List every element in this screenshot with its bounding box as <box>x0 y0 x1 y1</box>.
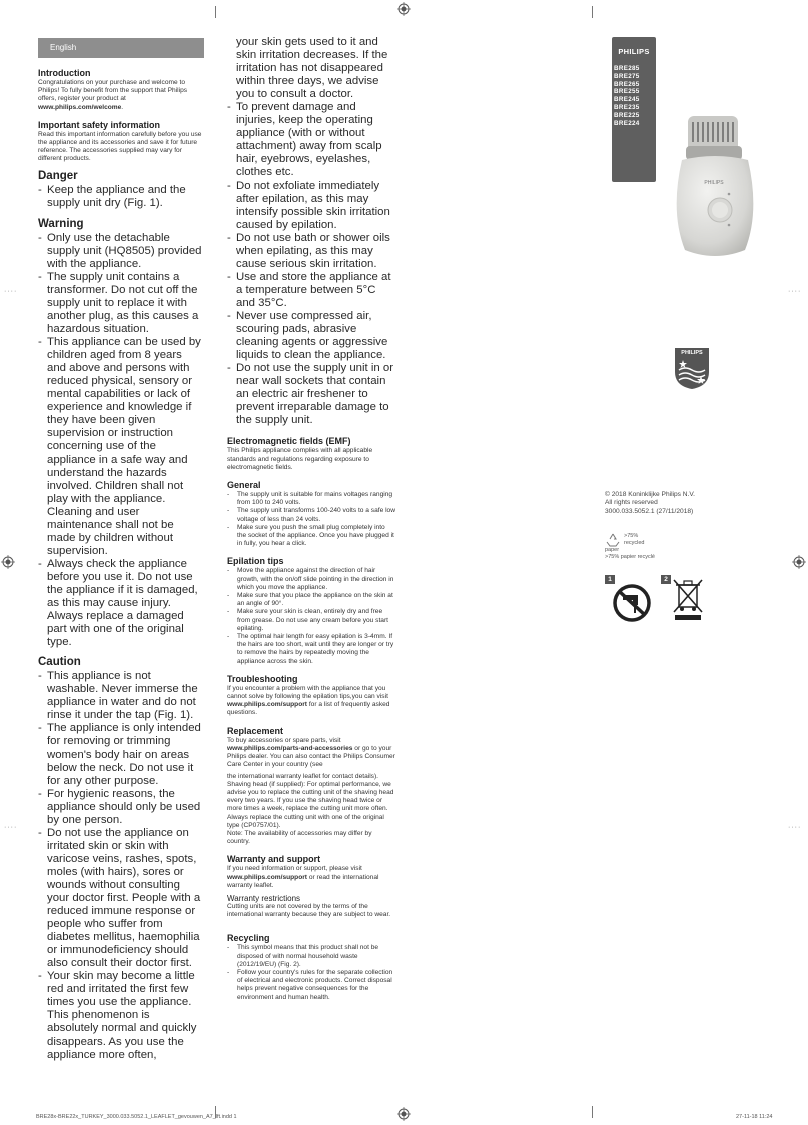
crop-mark <box>592 1106 593 1118</box>
emf-heading: Electromagnetic fields (EMF) <box>227 436 351 447</box>
footer-filename: BRE28x-BRE22x_TURKEY_3000.033.5052.1_LEAFLET_gevouwen_A7_lft.indd 1 <box>36 1114 237 1120</box>
warranty-subheading: Warranty restrictions <box>227 893 301 903</box>
no-water-icon <box>611 583 653 623</box>
fold-mark: ···· <box>4 824 18 831</box>
warranty-subtext: Cutting units are not covered by the terms of the international warranty because they are subject to wear. <box>227 902 391 919</box>
danger-item: - Keep the appliance and the supply unit dry (Fig. 1). <box>38 184 204 210</box>
copyright-line: 3000.033.5052.1 (27/11/2018) <box>605 507 694 515</box>
shield-brand-text: PHILIPS <box>681 350 703 356</box>
caution-item: - The appliance is only intended for removing or trimming women's body hair on areas below the neck. Do not use it for any other purpose. <box>38 722 204 787</box>
tips-item: - Move the appliance against the direction of hair growth, with the on/off slide pointing in the direction in which you move the appliance. <box>227 567 395 592</box>
general-item: - Make sure you push the small plug completely into the socket of the appliance. Once you have plugged it in fully, you hear a click. <box>227 524 395 549</box>
registration-mark-icon <box>397 2 411 16</box>
weee-bin-icon <box>672 578 704 622</box>
warning-heading: Warning <box>38 217 84 230</box>
fold-mark: ···· <box>788 288 802 295</box>
model-label: BRE235 <box>614 103 640 111</box>
recycled-paper-block <box>605 533 657 561</box>
general-item: - The supply unit transforms 100-240 volts to a safe low voltage of less than 24 volts. <box>227 507 395 523</box>
recycling-item: - Follow your country's rules for the separate collection of electrical and electronic products. Correct disposal helps prevent negative consequences for the environment and human health. <box>227 969 395 1002</box>
recycled-text: >75% papier recyclé <box>605 554 655 560</box>
recycled-text: >75% recycled paper <box>605 533 645 553</box>
intro-link[interactable]: www.philips.com/welcome <box>38 103 122 111</box>
intro-text: Congratulations on your purchase and welcome to Philips! To fully benefit from the support that Philips offers, register your product at www.philips.com/welcome. <box>38 79 188 111</box>
warning-item: - The supply unit contains a transformer. Do not cut off the supply unit to replace it with another plug, as this causes a hazardous situation. <box>38 271 204 336</box>
tips-item: - Make sure your skin is clean, entirely dry and free from grease. Do not use any cream before you start epilating. <box>227 608 395 633</box>
intro-heading: Introduction <box>38 68 91 78</box>
replacement-text: To buy accessories or spare parts, visit www.philips.com/parts-and-accessories or go to your Philips dealer. You can also contact the Philips Consumer Care Center in your country (see <box>227 736 395 769</box>
caution-item: - Do not exfoliate immediately after epilation, as this may intensify possible skin irritation caused by epilation. <box>227 180 395 232</box>
safety-heading: Important safety information <box>38 119 161 130</box>
general-heading: General <box>227 480 261 491</box>
danger-heading: Danger <box>38 169 78 182</box>
tips-item: - The optimal hair length for easy epilation is 3-4mm. If the hairs are too short, wait until they are longer or try to remove the hairs by repeatedly moving the appliance across the skin. <box>227 633 395 666</box>
continued-text: your skin gets used to it and skin irritation decreases. If the irritation has not disappeared within three days, we advise you to consult a doctor. <box>236 36 388 101</box>
emf-text: This Philips appliance complies with all applicable standards and regulations regarding exposure to electromagnetic fields. <box>227 447 373 471</box>
figure-number: 1 <box>605 575 615 584</box>
tips-item: - Make sure that you place the appliance on the skin at an angle of 90°. <box>227 592 395 608</box>
recycle-icon <box>605 533 621 547</box>
model-label: BRE245 <box>614 96 640 104</box>
safety-text: Read this important information carefully before you use the appliance and its accessories and save it for future reference. The accessories supplied may vary for different products. <box>38 130 202 163</box>
caution-item: - For hygienic reasons, the appliance should only be used by one person. <box>38 788 204 827</box>
warranty-link[interactable]: www.philips.com/support <box>227 873 307 881</box>
model-label: BRE255 <box>614 88 640 96</box>
column-middle <box>227 36 395 1002</box>
language-label: English <box>38 38 204 58</box>
column-left <box>38 38 204 1062</box>
registration-mark-icon <box>1 555 15 569</box>
warning-item: - Only use the detachable supply unit (HQ8505) provided with the appliance. <box>38 232 204 271</box>
copyright-line: © 2018 Koninklijke Philips N.V. <box>605 491 696 498</box>
model-label: BRE285 <box>614 65 640 72</box>
general-item: - The supply unit is suitable for mains voltages ranging from 100 to 240 volts. <box>227 491 395 507</box>
caution-item: - This appliance is not washable. Never immerse the appliance in water and do not rinse it under the tap (Fig. 1). <box>38 670 204 722</box>
model-label: BRE225 <box>614 111 640 119</box>
model-label: BRE275 <box>614 72 640 80</box>
recycling-heading: Recycling <box>227 933 270 944</box>
caution-item: - Do not use bath or shower oils when epilating, as this may cause serious skin irritation. <box>227 232 395 271</box>
philips-shield-logo <box>673 346 711 390</box>
crop-mark <box>592 6 593 18</box>
caution-item: - Your skin may become a little red and irritated the first few times you use the appliance. This phenomenon is absolutely normal and quickly disappears. As you use the appliance more often, <box>38 970 204 1061</box>
copyright-line: All rights reserved <box>605 499 658 507</box>
model-label: BRE224 <box>614 119 640 127</box>
tips-heading: Epilation tips <box>227 556 284 567</box>
figure-number: 2 <box>661 575 671 584</box>
caution-item: - Do not use the supply unit in or near wall sockets that contain an electric air freshener to prevent irreparable damage to the supply unit. <box>227 362 395 427</box>
warranty-text: If you need information or support, please visit www.philips.com/support or read the international warranty leaflet. <box>227 865 379 889</box>
replacement-text: Shaving head (if supplied): For optimal performance, we advise you to replace the cutting unit of the shaving head every two years. If you use the shaving head twice or more times a week, replace the cutting unit more often. Always replace the cutting unit with one of the original type (CP0757/01). <box>227 780 394 829</box>
caution-heading: Caution <box>38 656 81 669</box>
fold-mark: ···· <box>4 288 18 295</box>
brand-panel-content <box>612 47 656 127</box>
model-label: BRE265 <box>614 80 640 88</box>
recycling-item: - This symbol means that this product shall not be disposed of with normal household waste (2012/19/EU) (Fig. 2). <box>227 944 395 969</box>
caution-item: - Do not use the appliance on irritated skin or skin with varicose veins, rashes, spots, moles (with hairs), sores or wounds without consulting your doctor first. People with a reduced immune response or people who suffer from diabetes mellitus, haemophilia or immunodeficiency should also consult their doctor first. <box>38 827 204 971</box>
epilator-image <box>660 112 770 262</box>
model-list <box>612 65 656 127</box>
crop-mark <box>215 6 216 18</box>
caution-item: - Never use compressed air, scouring pads, abrasive cleaning agents or aggressive liquids to clean the appliance. <box>227 310 395 362</box>
trouble-link[interactable]: www.philips.com/support <box>227 701 307 709</box>
warranty-heading: Warranty and support <box>227 854 321 865</box>
replacement-note: Note: The availability of accessories may differ by country. <box>227 829 372 846</box>
caution-item: - Use and store the appliance at a temperature between 5°C and 35°C. <box>227 271 395 310</box>
fold-mark: ···· <box>788 824 802 831</box>
replacement-text: the international warranty leaflet for contact details). <box>227 772 379 780</box>
replacement-link[interactable]: www.philips.com/parts-and-accessories <box>227 744 353 752</box>
footer-timestamp: 27-11-18 11:24 <box>736 1114 773 1120</box>
registration-mark-icon <box>792 555 806 569</box>
warning-item: - Always check the appliance before you use it. Do not use the appliance if it is damaged, as this may cause injury. Always replace a damaged part with one of the original type. <box>38 558 204 649</box>
trouble-heading: Troubleshooting <box>227 673 298 684</box>
device-brand-text: PHILIPS <box>704 180 724 186</box>
replacement-heading: Replacement <box>227 725 284 736</box>
brand-wordmark: PHILIPS <box>618 47 650 56</box>
registration-mark-icon <box>397 1107 411 1121</box>
warning-item: - This appliance can be used by children aged from 8 years and above and persons with reduced physical, sensory or mental capabilities or lack of experience and knowledge if they have been given supervision or instruction concerning use of the appliance in a safe way and understand the hazards involved. Children shall not play with the appliance. Cleaning and user maintenance shall not be made by children without supervision. <box>38 336 204 558</box>
trouble-text: If you encounter a problem with the appliance that you cannot solve by following the epilation tips,you can visit www.philips.com/support for a list of frequently asked questions. <box>227 684 390 717</box>
copyright-block <box>605 491 695 516</box>
caution-item: - To prevent damage and injuries, keep the operating appliance (with or without attachment) away from scalp hair, eyebrows, eyelashes, clothes etc. <box>227 101 395 179</box>
